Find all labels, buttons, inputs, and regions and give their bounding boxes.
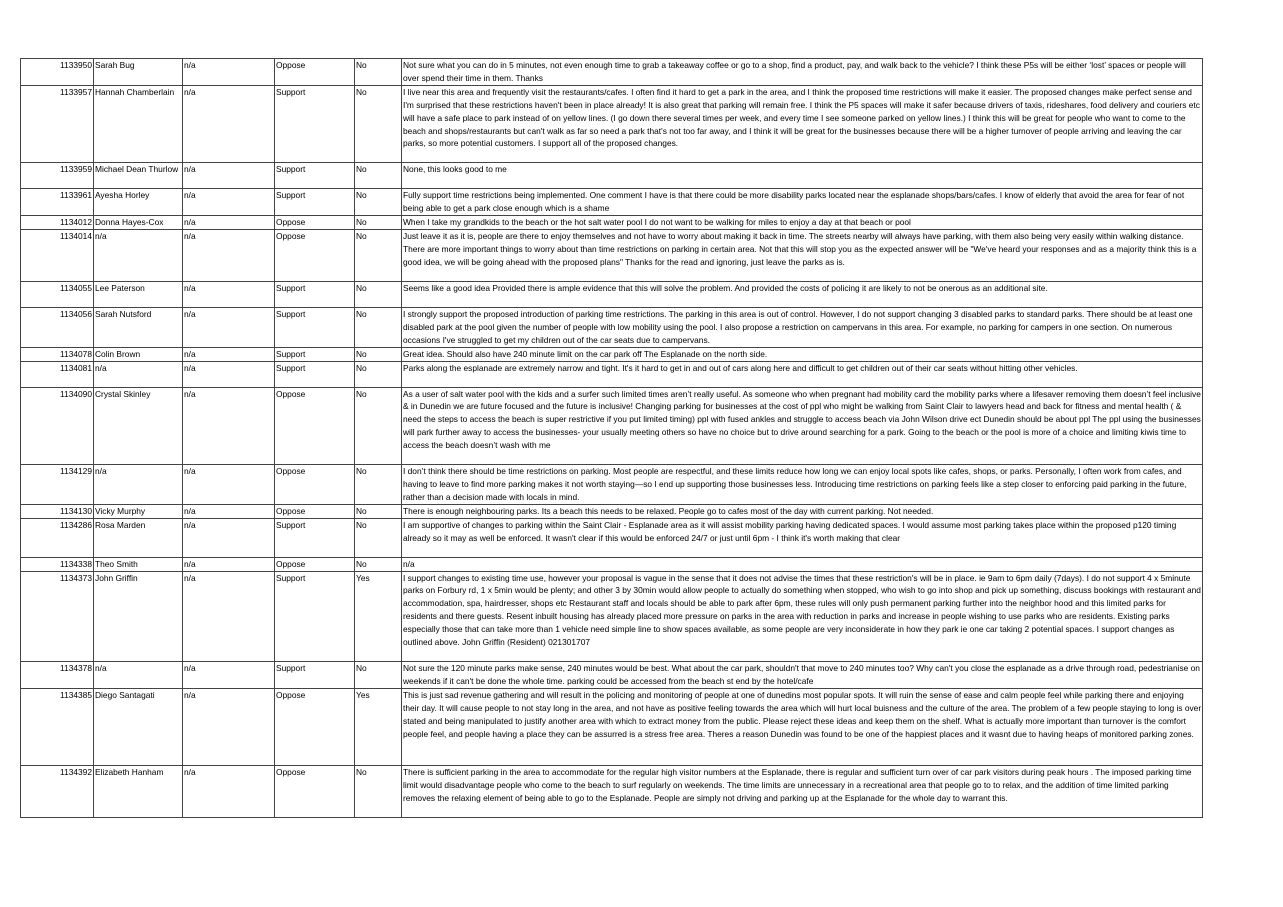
table-row [21, 557, 1203, 571]
position-cell: Oppose [275, 465, 355, 505]
table-row [21, 688, 1203, 766]
comment-cell: Just leave it as it is, people are there to enjoy themselves and not have to worry about making it back in time. The streets nearby will always have parking, with them also being very easily within walking distance. There are more important things to worry about than time restrictions on parking in certain area. Not that this will stop you as the expected answer will be "We've heard your responses and as a majority think this is a good idea, we will be going ahead with the proposed plans" Thanks for the read and ignoring, just leave the parks as is. [402, 230, 1203, 282]
position-cell: Support [275, 307, 355, 347]
submitter-name-cell: n/a [94, 465, 183, 505]
submissions-table [20, 58, 1203, 818]
submission-id-cell: 1134055 [21, 281, 94, 307]
position-cell: Support [275, 361, 355, 387]
wish-to-speak-cell: No [355, 766, 402, 818]
comment-cell: I strongly support the proposed introduction of parking time restrictions. The parking in this area is out of control. However, I do not support changing 3 disabled parks to standard parks. There should be at least one disabled park at the pool given the number of people with low mobility using the pool. I also propose a restriction on campervans in this area. For example, no parking for campers in one section. On numerous occasions I've struggled to get my children out of the car seats due to campervans. [402, 307, 1203, 347]
submission-id-cell: 1133957 [21, 85, 94, 163]
submitter-name-cell: Theo Smith [94, 557, 183, 571]
comment-cell: Seems like a good idea Provided there is ample evidence that this will solve the problem. And provided the costs of policing it are likely to not be onerous as an additional site. [402, 281, 1203, 307]
wish-to-speak-cell: Yes [355, 688, 402, 766]
table-row [21, 216, 1203, 230]
position-cell: Support [275, 85, 355, 163]
table-row [21, 85, 1203, 163]
organisation-cell: n/a [183, 662, 275, 689]
table-row [21, 504, 1203, 518]
submission-id-cell: 1134286 [21, 518, 94, 557]
submitter-name-cell: Lee Paterson [94, 281, 183, 307]
organisation-cell: n/a [183, 347, 275, 361]
wish-to-speak-cell: No [355, 387, 402, 465]
table-row [21, 230, 1203, 282]
submission-id-cell: 1134385 [21, 688, 94, 766]
table-row [21, 465, 1203, 505]
organisation-cell: n/a [183, 465, 275, 505]
submitter-name-cell: Rosa Marden [94, 518, 183, 557]
organisation-cell: n/a [183, 688, 275, 766]
organisation-cell: n/a [183, 361, 275, 387]
comment-cell: There is enough neighbouring parks. Its a beach this needs to be relaxed. People go to cafes most of the day with current parking. Not needed. [402, 504, 1203, 518]
comment-cell: I live near this area and frequently visit the restaurants/cafes. I often find it hard to get a park in the area, and I think the proposed time restrictions will make it easier. The proposed changes make perfect sense and I'm surprised that these restrictions haven't been in place already! It is also great that parking will remain free. I think the P5 spaces will make it safer because drivers of taxis, rideshares, food delivery and couriers etc will have a safe place to park instead of on yellow lines. (I go down there several times per week, and every time I see someone parked on yellow lines.) I think this will be great for people who want to come to the beach and shops/restaurants but can't walk as far so need a park that's not too far away, and I think it will be great for the businesses because there will be a higher turnover of people arriving and leaving the car parks, so more potential customers. I support all of the proposed changes. [402, 85, 1203, 163]
position-cell: Support [275, 281, 355, 307]
organisation-cell: n/a [183, 557, 275, 571]
comment-cell: Not sure what you can do in 5 minutes, not even enough time to grab a takeaway coffee or go to a shop, find a product, pay, and walk back to the vehicle? I think these P5s will be either ‘lost’ spaces or people will over spend their time in them. Thanks [402, 59, 1203, 86]
comment-cell: This is just sad revenue gathering and will result in the policing and monitoring of people at one of dunedins most popular spots. It will ruin the sense of ease and calm people feel while parking there and enjoying their day. It will cause people to not stay long in the area, and not have as positive feeling towards the area which will hurt local buisness and the culture of the area. The problem of a few people staying to long is over stated and being manipulated to justify another area with which to extract money from the public. Please reject these ideas and keep them on the shelf. What is actually more important than turnover is the comfort people feel, and people having a place they can be assurred is a stress free area. Theres a reason Dunedin was found to be one of the happiest places and it wasnt due to having heaps of monitored parking zones. [402, 688, 1203, 766]
submitter-name-cell: Hannah Chamberlain [94, 85, 183, 163]
organisation-cell: n/a [183, 518, 275, 557]
wish-to-speak-cell: No [355, 465, 402, 505]
position-cell: Oppose [275, 504, 355, 518]
organisation-cell: n/a [183, 59, 275, 86]
submission-id-cell: 1134373 [21, 571, 94, 662]
comment-cell: There is sufficient parking in the area to accommodate for the regular high visitor numbers at the Esplanade, there is regular and sufficient turn over of car park visitors during peak hours . The imposed parking time limit would disadvantage people who come to the beach to surf regularly on weekends. The time limits are unnecessary in a recreational area that people go to to relax, and the addition of time limited parking removes the relaxing element of being able to go to the Esplanade. People are simply not driving and parking up at the Esplanade for the whole day to warrant this. [402, 766, 1203, 818]
wish-to-speak-cell: No [355, 347, 402, 361]
wish-to-speak-cell: No [355, 518, 402, 557]
comment-cell: Great idea. Should also have 240 minute limit on the car park off The Esplanade on the north side. [402, 347, 1203, 361]
organisation-cell: n/a [183, 85, 275, 163]
submission-id-cell: 1133950 [21, 59, 94, 86]
table-row [21, 307, 1203, 347]
position-cell: Support [275, 571, 355, 662]
wish-to-speak-cell: No [355, 230, 402, 282]
organisation-cell: n/a [183, 189, 275, 216]
submission-id-cell: 1133961 [21, 189, 94, 216]
wish-to-speak-cell: No [355, 504, 402, 518]
position-cell: Oppose [275, 387, 355, 465]
wish-to-speak-cell: No [355, 307, 402, 347]
organisation-cell: n/a [183, 163, 275, 189]
table-row [21, 189, 1203, 216]
submission-id-cell: 1134338 [21, 557, 94, 571]
organisation-cell: n/a [183, 766, 275, 818]
comment-cell: None, this looks good to me [402, 163, 1203, 189]
submission-id-cell: 1133959 [21, 163, 94, 189]
table-row [21, 662, 1203, 689]
submitter-name-cell: Elizabeth Hanham [94, 766, 183, 818]
table-row [21, 59, 1203, 86]
comment-cell: Parks along the esplanade are extremely narrow and tight. It's it hard to get in and out of cars along here and difficult to get children out of their car seats without hitting other vehicles. [402, 361, 1203, 387]
position-cell: Support [275, 662, 355, 689]
wish-to-speak-cell: No [355, 189, 402, 216]
organisation-cell: n/a [183, 216, 275, 230]
submission-id-cell: 1134056 [21, 307, 94, 347]
submission-id-cell: 1134129 [21, 465, 94, 505]
organisation-cell: n/a [183, 387, 275, 465]
table-row [21, 361, 1203, 387]
submission-id-cell: 1134078 [21, 347, 94, 361]
submitter-name-cell: Sarah Nutsford [94, 307, 183, 347]
wish-to-speak-cell: No [355, 163, 402, 189]
table-row [21, 571, 1203, 662]
comment-cell: Not sure the 120 minute parks make sense, 240 minutes would be best. What about the car park, shouldn't that move to 240 minutes too? Why can't you close the esplanade as a drive through road, pedestrianise on weekends if it can't be done the whole time. parking could be accessed from the beach st end by the hotel/cafe [402, 662, 1203, 689]
position-cell: Support [275, 189, 355, 216]
submitter-name-cell: John Griffin [94, 571, 183, 662]
submission-id-cell: 1134130 [21, 504, 94, 518]
wish-to-speak-cell: No [355, 662, 402, 689]
table-row [21, 766, 1203, 818]
table-row [21, 387, 1203, 465]
position-cell: Support [275, 163, 355, 189]
submitter-name-cell: Colin Brown [94, 347, 183, 361]
table-row [21, 347, 1203, 361]
submission-id-cell: 1134090 [21, 387, 94, 465]
submitter-name-cell: Vicky Murphy [94, 504, 183, 518]
submitter-name-cell: Crystal Skinley [94, 387, 183, 465]
comment-cell: Fully support time restrictions being implemented. One comment I have is that there could be more disability parks located near the esplanade shops/bars/cafes. I know of elderly that avoid the area for fear of not being able to get a park close enough which is a shame [402, 189, 1203, 216]
submission-id-cell: 1134081 [21, 361, 94, 387]
comment-cell: n/a [402, 557, 1203, 571]
wish-to-speak-cell: No [355, 85, 402, 163]
table-row [21, 281, 1203, 307]
wish-to-speak-cell: No [355, 361, 402, 387]
position-cell: Oppose [275, 557, 355, 571]
wish-to-speak-cell: Yes [355, 571, 402, 662]
submissions-table-body [21, 59, 1203, 818]
organisation-cell: n/a [183, 281, 275, 307]
position-cell: Oppose [275, 216, 355, 230]
comment-cell: When I take my grandkids to the beach or the hot salt water pool I do not want to be walking for miles to enjoy a day at that beach or pool [402, 216, 1203, 230]
wish-to-speak-cell: No [355, 216, 402, 230]
comment-cell: I support changes to existing time use, however your proposal is vague in the sense that it does not advise the times that these restriction's will be in place. ie 9am to 6pm daily (7days). I do not support 4 x 5minute parks on Forbury rd, 1 x 5min would be plenty; and other 3 by 30min would allow people to actually do something when stopped, who wish to go into shop and pick up something, discuss bookings with restaurant and accommodation, spa, hairdresser, shops etc Restaurant staff and locals should be able to park after 6pm, these rules will only push permanent parking further into the neighbor hood and this limited parks for residents and there guests. Resent inbuilt housing has already placed more pressure on parks in the area with reduction in parks and increase in people wishing to use parks who are residents. Existing parks especially those that can take more than 1 vehicle need simple line to show spaces available, as some people are very inconsiderate in how they park ie one car taking 2 potential spaces. I support changes as outlined above. John Griffin (Resident) 021301707 [402, 571, 1203, 662]
comment-cell: As a user of salt water pool with the kids and a surfer such limited times aren’t really useful. As someone who when pregnant had mobility card the mobility parks where a lifesaver removing them doesn’t feel inclusive & in Dunedin we are future focused and the future is inclusive! Changing parking for businesses at the cost of ppl who might be walking from Saint Clair to lawyers head and back for fitness and mental health ( & need the steps to access the beach is super restrictive if you put limited timing) ppl with fused ankles and struggle to access beach via John Wilson drive ect Dunedin should be about ppl The ppl using the businesses will park further away to access the businesses- your usually meeting others so have no choice but to drive around searching for a park. Going to the beach or the pool is more of a choice and limiting kiwis time to access the beach doesn’t wash with me [402, 387, 1203, 465]
comment-cell: I don’t think there should be time restrictions on parking. Most people are respectful, and these limits reduce how long we can enjoy local spots like cafes, shops, or parks. Personally, I often work from cafes, and having to leave to find more parking makes it not worth staying—so I end up supporting those businesses less. Introducing time restrictions on parking feels like a step closer to enforcing paid parking in the future, rather than a decision made with locals in mind. [402, 465, 1203, 505]
position-cell: Oppose [275, 59, 355, 86]
submission-id-cell: 1134012 [21, 216, 94, 230]
position-cell: Oppose [275, 688, 355, 766]
submitter-name-cell: Ayesha Horley [94, 189, 183, 216]
wish-to-speak-cell: No [355, 281, 402, 307]
submitter-name-cell: Diego Santagati [94, 688, 183, 766]
organisation-cell: n/a [183, 571, 275, 662]
submitter-name-cell: Donna Hayes-Cox [94, 216, 183, 230]
organisation-cell: n/a [183, 504, 275, 518]
position-cell: Support [275, 518, 355, 557]
submitter-name-cell: n/a [94, 662, 183, 689]
table-row [21, 518, 1203, 557]
table-row [21, 163, 1203, 189]
submission-id-cell: 1134378 [21, 662, 94, 689]
wish-to-speak-cell: No [355, 557, 402, 571]
organisation-cell: n/a [183, 230, 275, 282]
submission-id-cell: 1134014 [21, 230, 94, 282]
organisation-cell: n/a [183, 307, 275, 347]
comment-cell: I am supportive of changes to parking within the Saint Clair - Esplanade area as it will assist mobility parking having dedicated spaces. I would assume most parking takes place within the proposed p120 timing already so it may as well be enforced. It wasn't clear if this would be enforced 24/7 or just until 6pm - I think it's worth making that clear [402, 518, 1203, 557]
submitter-name-cell: Michael Dean Thurlow [94, 163, 183, 189]
position-cell: Oppose [275, 766, 355, 818]
position-cell: Support [275, 347, 355, 361]
wish-to-speak-cell: No [355, 59, 402, 86]
submitter-name-cell: n/a [94, 230, 183, 282]
submitter-name-cell: n/a [94, 361, 183, 387]
position-cell: Oppose [275, 230, 355, 282]
submitter-name-cell: Sarah Bug [94, 59, 183, 86]
submission-id-cell: 1134392 [21, 766, 94, 818]
